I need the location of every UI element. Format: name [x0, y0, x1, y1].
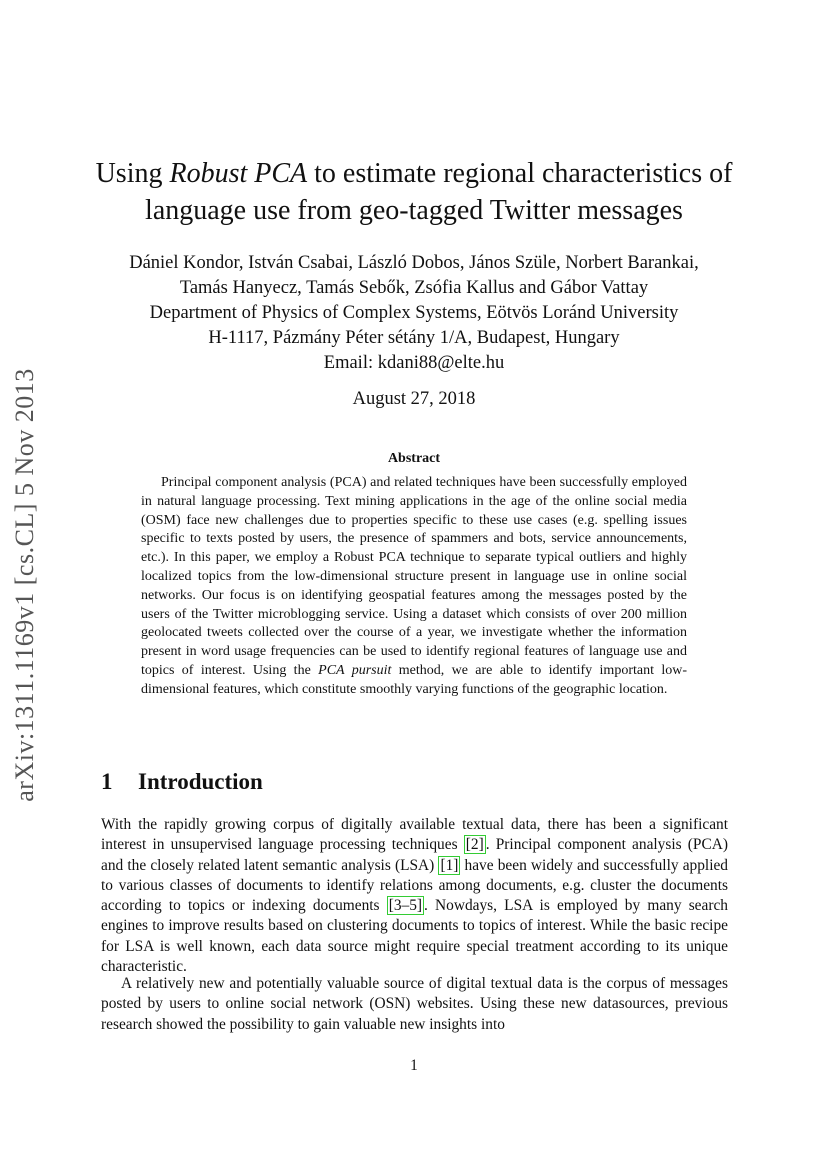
intro-paragraph-2: A relatively new and potentially valuable source of digital textual data is the corpus of messages posted by users to online social network (OSN) websites. Using these new datasources, previous research showed the possibility to gain valuable new insights into [101, 975, 728, 1033]
arxiv-identifier-stamp: arXiv:1311.1169v1 [cs.CL] 5 Nov 2013 [10, 368, 39, 802]
intro-paragraph-1 [101, 815, 728, 977]
citation-link-2[interactable]: [2] [465, 836, 484, 854]
affiliation: Department of Physics of Complex Systems, Eötvös Loránd University [149, 303, 679, 323]
title-prefix: Using [95, 158, 170, 189]
title-emphasis: Robust PCA [169, 158, 308, 189]
email: Email: kdani88@elte.hu [323, 353, 505, 373]
intro-p1-a: With the rapidly growing corpus of digitally available textual data, there has been a significant interest in unsupervised language processing techniques [101, 816, 728, 854]
citation-link-1[interactable]: [1] [440, 856, 459, 874]
abstract-heading: Abstract [387, 451, 441, 466]
intro-p1-c: have been widely and successfully applied to various classes of documents to identify relations among documents, e.g. cluster the documents according to topics or indexing documents [101, 856, 728, 915]
intro-p1-d: . Nowdays, LSA is employed by many search engines to improve results based on clustering documents to topics of interest. While the basic recipe for LSA is well known, each data source might require special treatment according to its unique characteristic. [101, 897, 728, 976]
paper-date: August 27, 2018 [352, 389, 476, 409]
intro-p1-b: . Principal component analysis (PCA) and the closely related latent semantic analysis (LSA) [101, 836, 728, 874]
title-suffix: to estimate regional characteristics of language use from geo-tagged Twitter messages [145, 158, 733, 226]
author-block [80, 251, 748, 376]
authors-line-2: Tamás Hanyecz, Tamás Sebők, Zsófia Kallus and Gábor Vattay [179, 278, 649, 298]
citation-link-3-5[interactable]: [3–5] [388, 897, 423, 915]
abstract-text-a: Principal component analysis (PCA) and related techniques have been successfully employed in natural language processing. Text mining applications in the age of the online social media (OSM) face new challenges due to properties specific to these use cases (e.g. spelling issues specific to texts posted by users, the presence of spammers and bots, service announcements, etc.). In this paper, we employ a Robust PCA technique to separate typical outliers and highly localized topics from the low-dimensional structure present in language use in online social networks. Our focus is on identifying geospatial features among the messages posted by the users of the Twitter microblogging service. Using a dataset which consists of over 200 million geolocated tweets collected over the course of a year, we investigate whether the information present in word usage frequencies can be used to identify regional features of language use and topics of interest. Using the [141, 475, 687, 678]
paper-title [80, 155, 748, 229]
abstract-text [141, 474, 687, 700]
authors-line-1: Dániel Kondor, István Csabai, László Dobos, János Szüle, Norbert Barankai, [129, 253, 699, 273]
abstract-emphasis: PCA pursuit [318, 662, 392, 678]
page-number: 1 [410, 1057, 418, 1074]
address: H-1117, Pázmány Péter sétány 1/A, Budapest, Hungary [208, 328, 620, 348]
section-title: Introduction [138, 769, 263, 794]
section-heading-introduction [101, 769, 263, 795]
section-number: 1 [101, 769, 113, 794]
abstract-text-b: method, we are able to identify important low-dimensional features, which constitute smoothly varying functions of the geographic location. [141, 662, 687, 697]
